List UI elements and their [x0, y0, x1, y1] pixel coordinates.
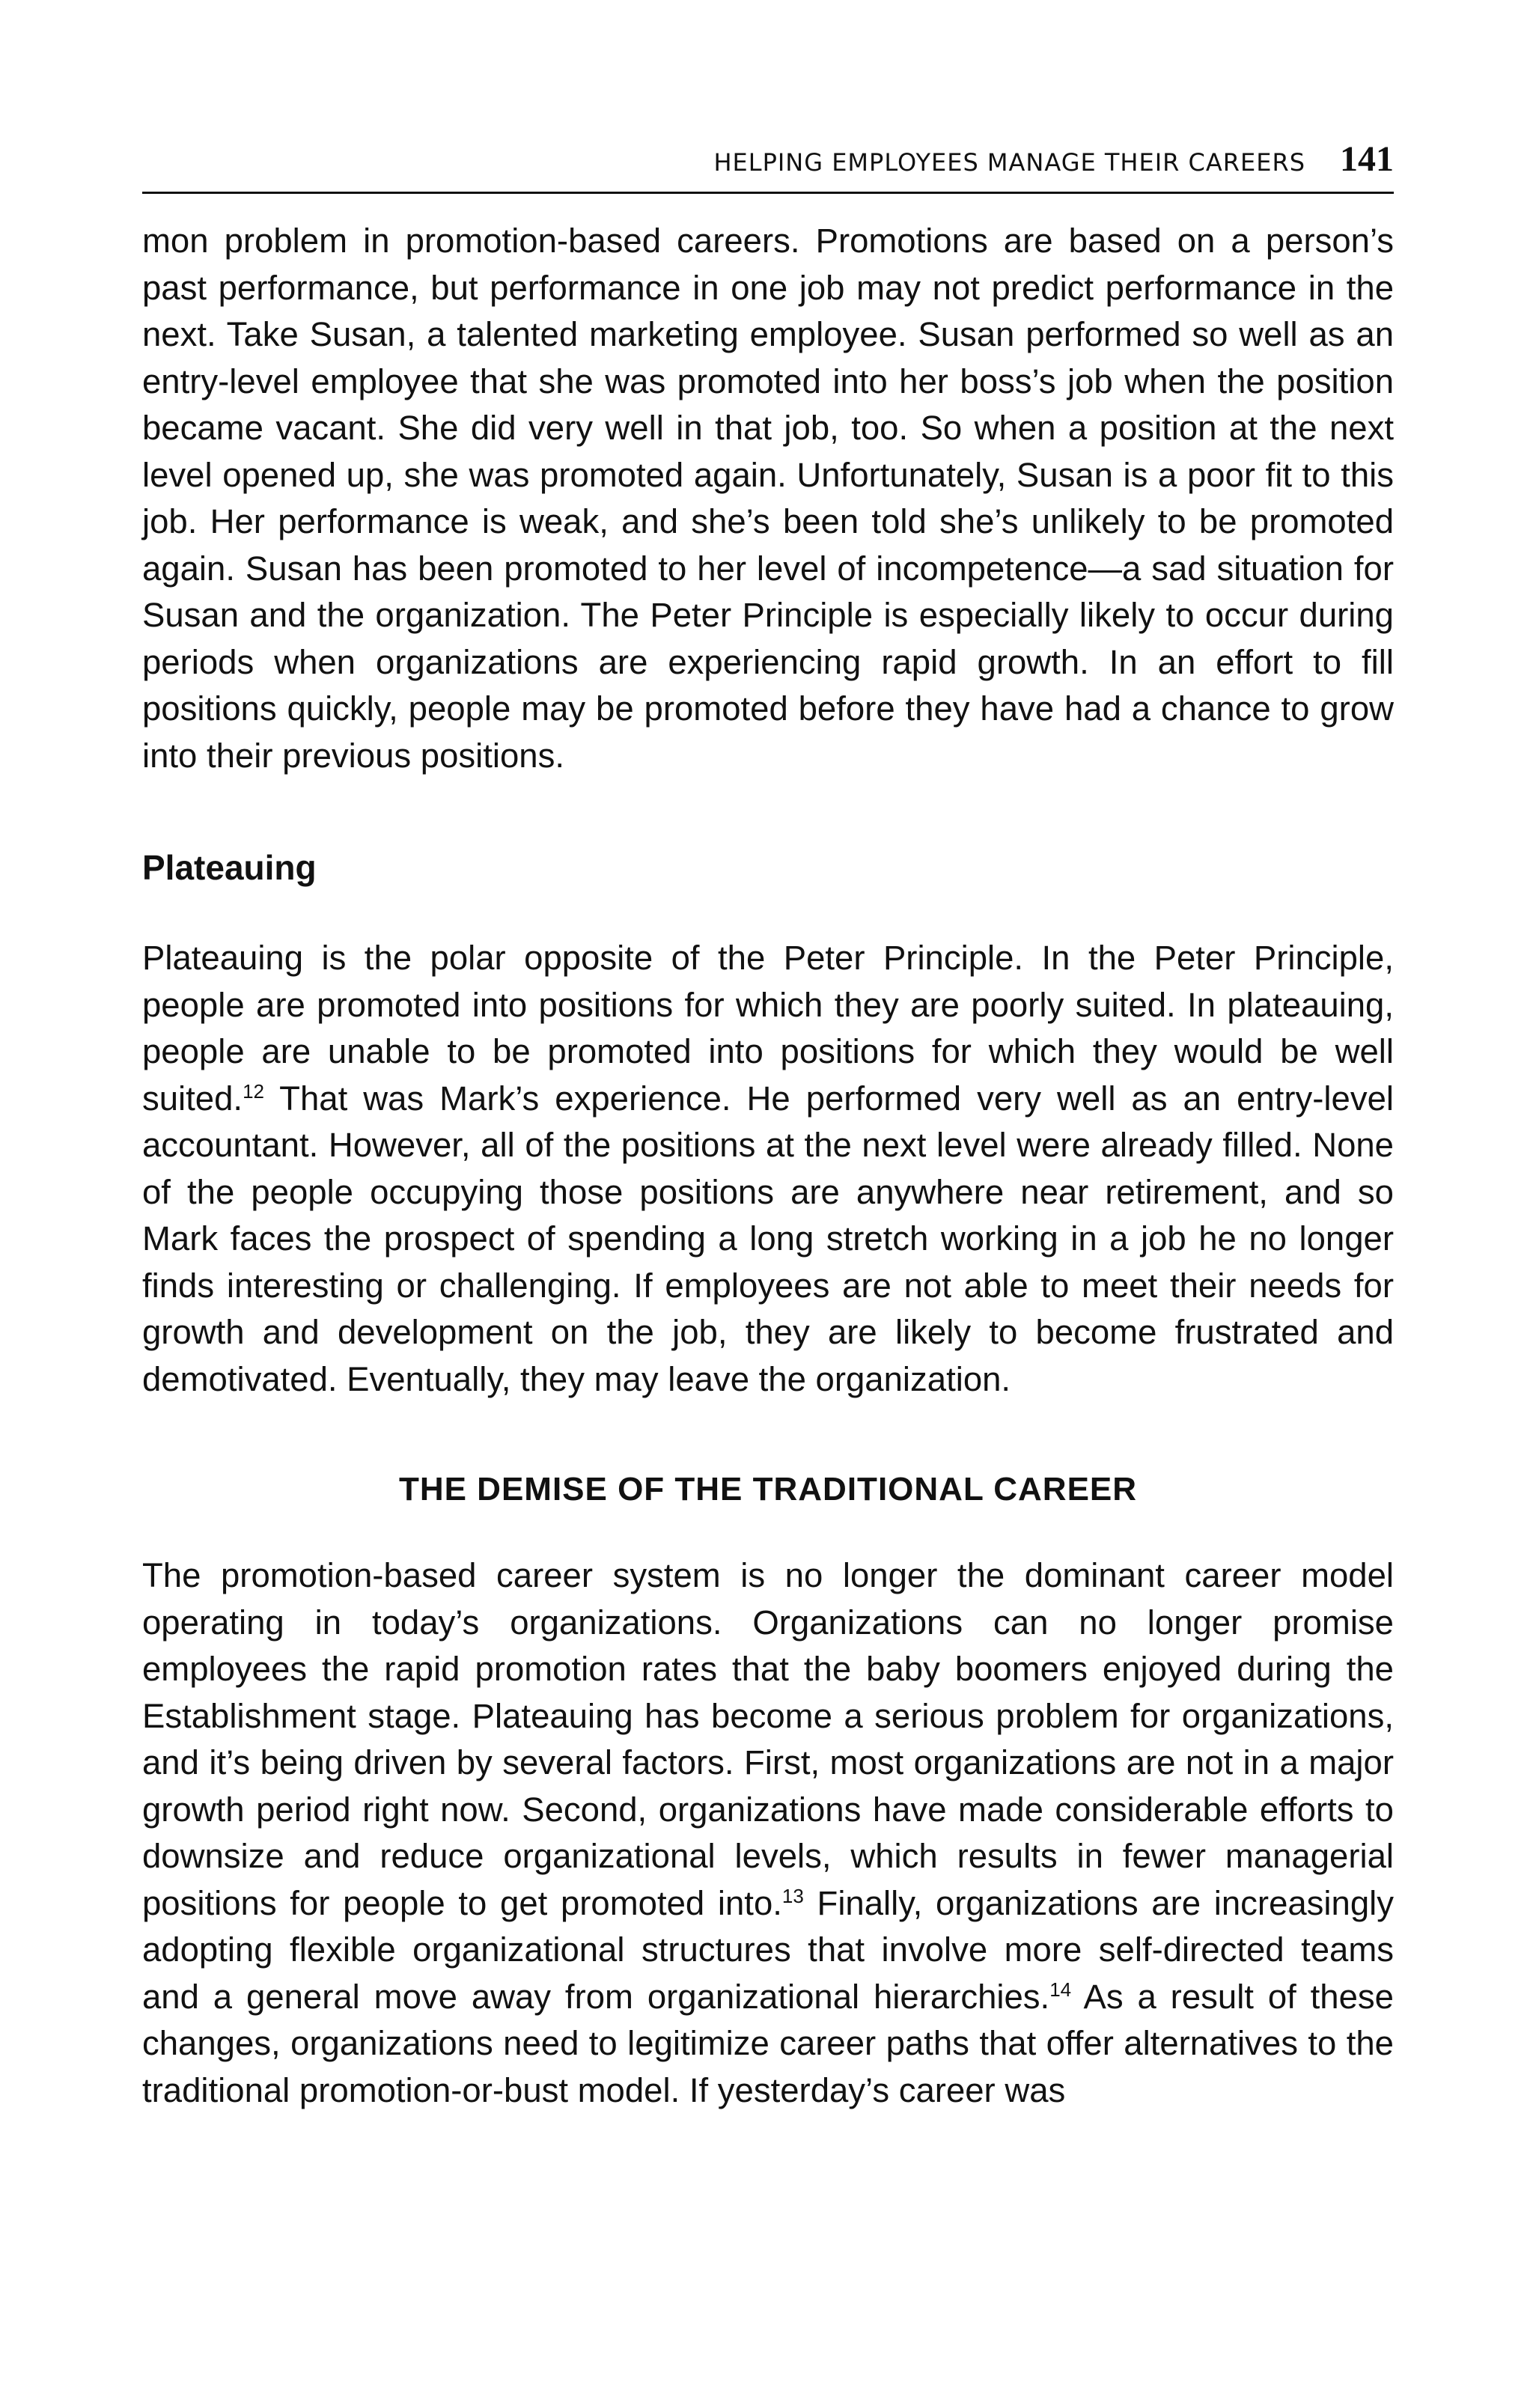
running-header	[142, 138, 1394, 194]
paragraph-peter-principle-example: mon problem in promotion-based careers. Promotions are based on a person’s past performance, but performance in one job may not predict performance in the next. Take Susan, a talented marketing employee. Susan performed so well as an entry-level employee that she was promoted into her boss’s job when the position became vacant. She did very well in that job, too. So when a position at the next level opened up, she was promoted again. Unfortunately, Susan is a poor fit to this job. Her performance is weak, and she’s been told she’s unlikely to be promoted again. Susan has been promoted to her level of incompetence—a sad situation for Susan and the organization. The Peter Principle is especially likely to occur during periods when organizations are experiencing rapid growth. In an effort to fill positions quickly, people may be promoted before they have had a chance to grow into their previous positions.	[142, 222, 1394, 775]
paragraph-demise	[142, 1552, 1394, 2114]
footnote-marker[interactable]: 12	[243, 1079, 264, 1103]
section-heading-demise: THE DEMISE OF THE TRADITIONAL CAREER	[398, 1471, 1138, 1508]
paragraph-text: The promotion-based career system is no longer the dominant career model operating in today’s organizations. Organizations can no longer promise employees the rapid promotion rates that the baby boomers enjoyed during the Establishment stage. Plateauing has become a serious problem for organizations, and it’s being driven by several factors. First, most organizations are not in a major growth period right now. Second, organizations have made considerable efforts to downsize and reduce organizational levels, which results in fewer managerial positions for people to get promoted into.	[142, 1556, 1394, 1922]
section-heading-plateauing: Plateauing	[142, 848, 317, 887]
running-title: HELPING EMPLOYEES MANAGE THEIR CAREERS	[713, 148, 1305, 177]
paragraph-text: As a result of these changes, organizations need to legitimize career paths that offer alternatives to the traditional promotion-or-bust model. If yesterday’s career was	[142, 1977, 1394, 2109]
footnote-marker[interactable]: 13	[781, 1884, 804, 1907]
paragraph-text: Plateauing is the polar opposite of the Peter Principle. In the Peter Principle, people are promoted into positions for which they are poorly suited. In plateauing, people are unable to be promoted into positions for which they would be well suited.	[142, 939, 1394, 1118]
paragraph-plateauing	[142, 935, 1394, 1403]
paragraph-text: Finally, organizations are increasingly adopting flexible organizational structures that involve more self-directed teams and a general move away from organizational hierarchies.	[142, 1883, 1395, 2016]
paragraph-text: That was Mark’s experience. He performed very well as an entry-level accountant. However, all of the positions at the next level were already filled. None of the people occupying those positions are anywhere near retirement, and so Mark faces the prospect of spending a long stretch working in a job he no longer finds interesting or challenging. If employees are not able to meet their needs for growth and development on the job, they are likely to become frustrated and demotivated. Eventually, they may leave the organization.	[142, 1079, 1394, 1398]
book-page	[142, 138, 1394, 2114]
footnote-marker[interactable]: 14	[1049, 1978, 1072, 2001]
page-number: 141	[1340, 139, 1394, 179]
